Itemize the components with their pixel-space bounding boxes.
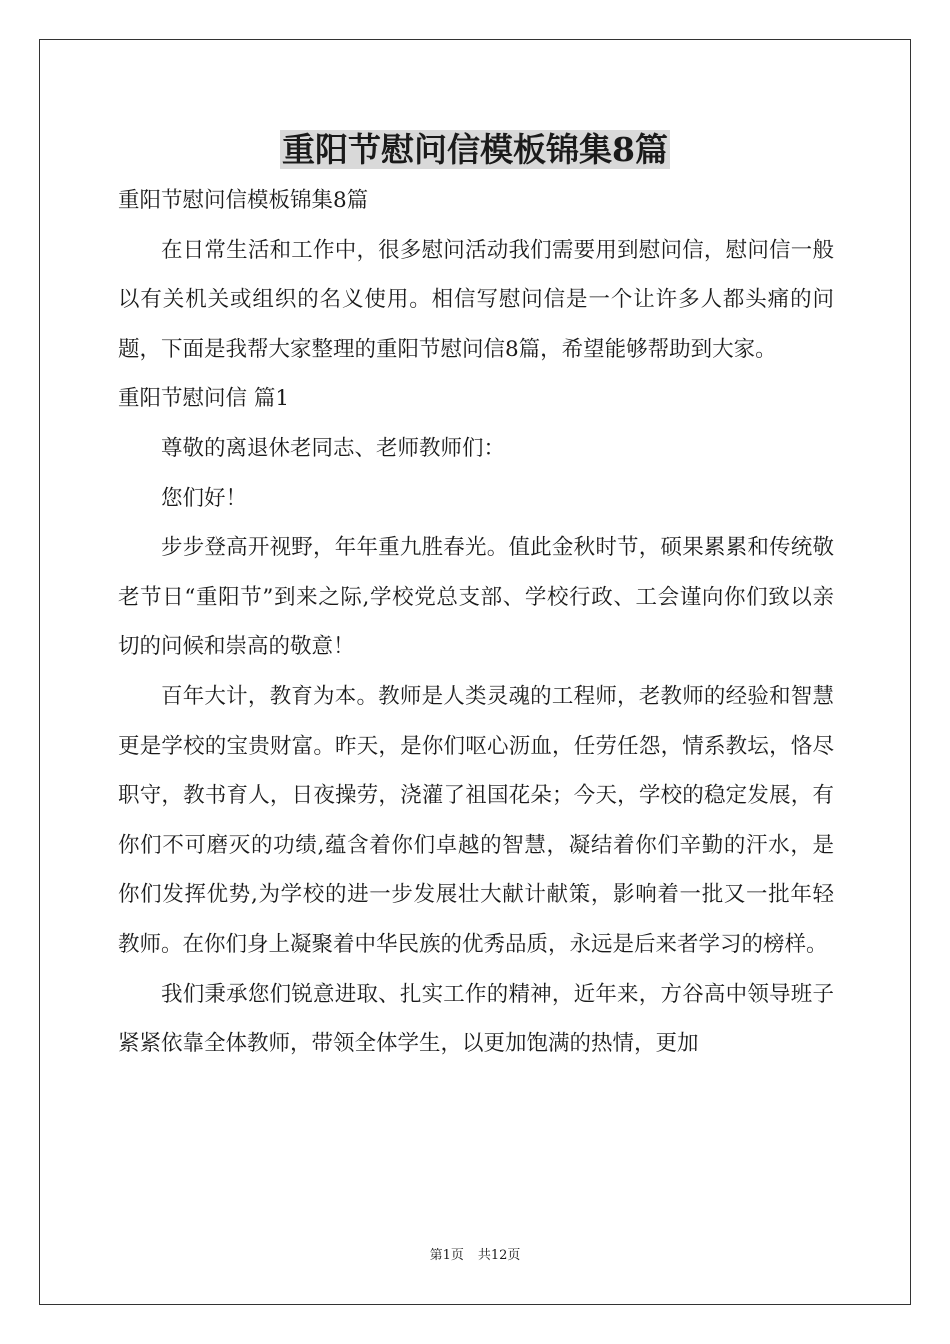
paragraph: 我们秉承您们锐意进取、扎实工作的精神，近年来，方谷高中领导班子紧紧依靠全体教师，带领全体学生，以更加饱满的热情，更加: [118, 981, 834, 1057]
document-body: [118, 176, 834, 1069]
paragraph: 步步登高开视野，年年重九胜春光。值此金秋时节，硕果累累和传统敬老节日“重阳节”到来之际,学校党总支部、学校行政、工会谨向你们致以亲切的问候和崇高的敬意！: [118, 535, 834, 660]
paragraph: 重阳节慰问信模板锦集8篇: [118, 188, 369, 213]
paragraph: 尊敬的离退休老同志、老师教师们：: [161, 435, 506, 461]
page-number: 第1页: [429, 1248, 464, 1263]
paragraph: 在日常生活和工作中，很多慰问活动我们需要用到慰问信，慰问信一般以有关机关或组织的名义使用。相信写慰问信是一个让许多人都头痛的问题，下面是我帮大家整理的重阳节慰问信8篇，希望能够帮助到大家。: [118, 237, 834, 362]
paragraph: 百年大计，教育为本。教师是人类灵魂的工程师，老教师的经验和智慧更是学校的宝贵财富。昨天，是你们呕心沥血，任劳任怨，情系教坛，恪尽职守，教书育人，日夜操劳，浇灌了祖国花朵；今天，学校的稳定发展，有你们不可磨灭的功绩,蕴含着你们卓越的智慧，凝结着你们辛勤的汗水，是你们发挥优势,为学校的进一步发展壮大献计献策，影响着一批又一批年轻教师。在你们身上凝聚着中华民族的优秀品质，永远是后来者学习的榜样。: [118, 683, 834, 957]
page-footer: [0, 1246, 950, 1266]
document-title: [0, 128, 950, 172]
paragraph: 您们好！: [161, 485, 248, 511]
page-total: 共12页: [477, 1248, 521, 1263]
document-title-text: 重阳节慰问信模板锦集8篇: [282, 130, 668, 169]
paragraph: 重阳节慰问信 篇1: [118, 386, 290, 412]
